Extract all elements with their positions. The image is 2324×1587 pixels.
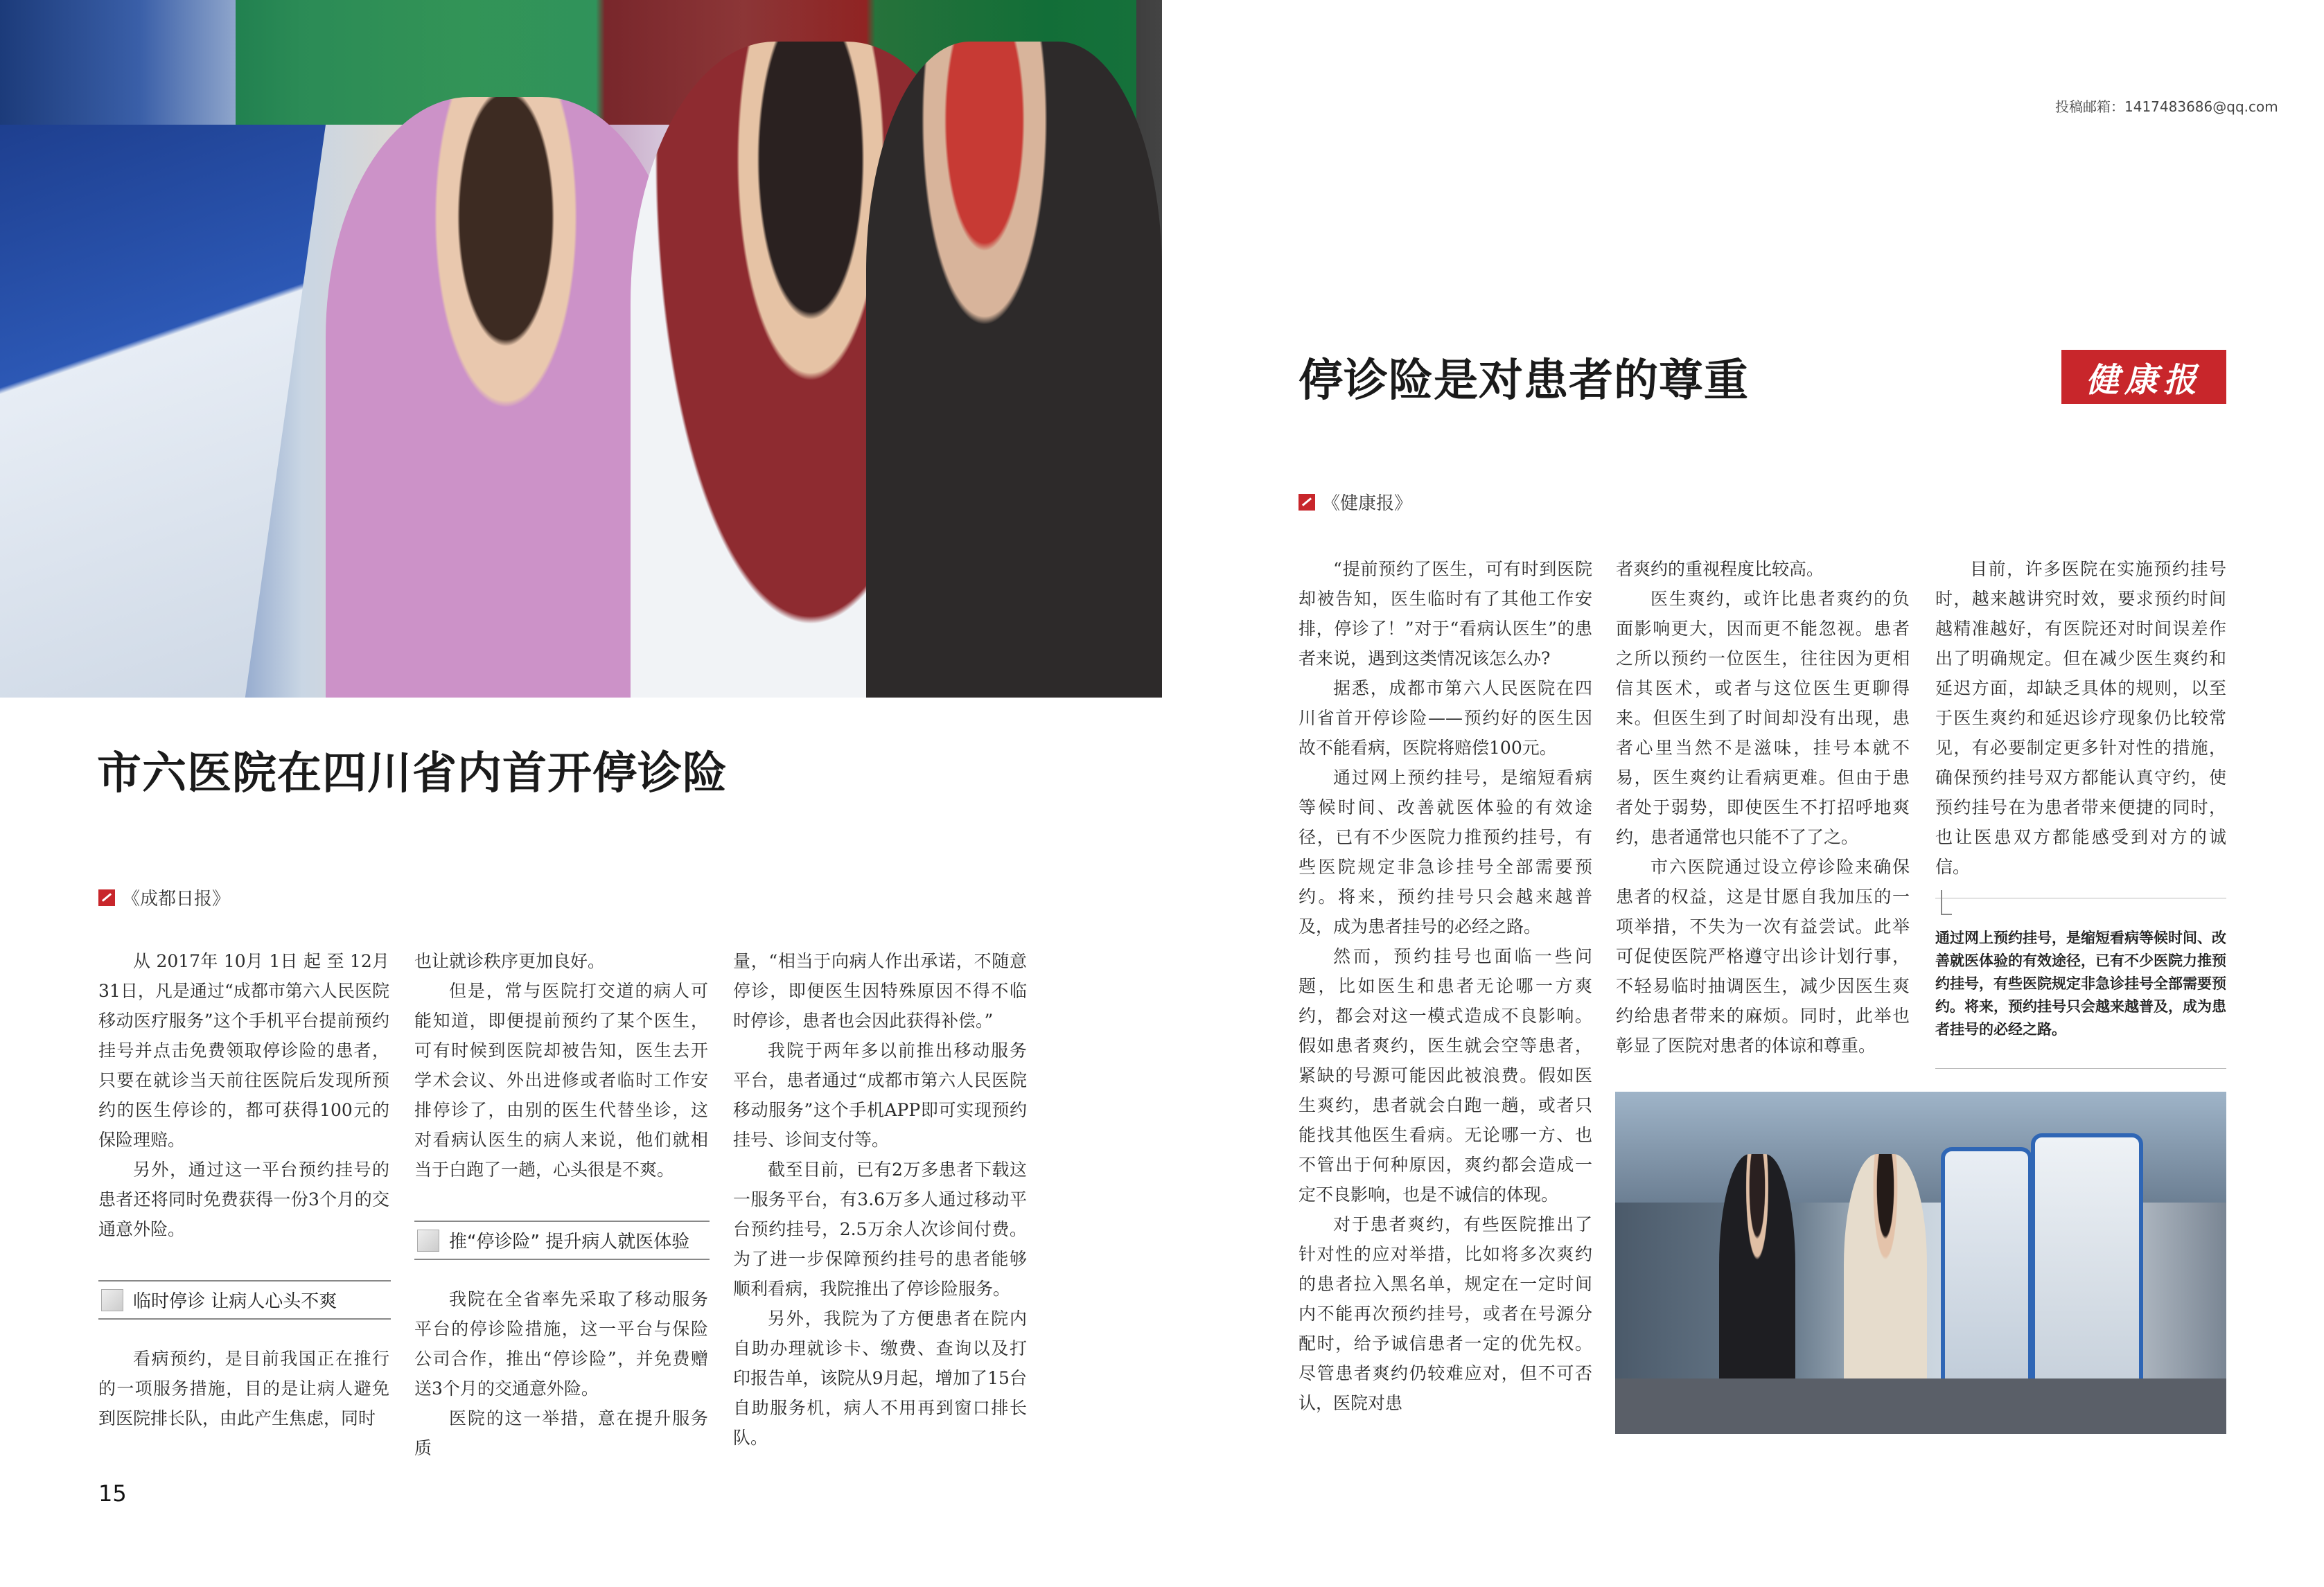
- right-article-source: [1299, 489, 1412, 515]
- paragraph: 我院于两年多以前推出移动服务平台，患者通过“成都市第六人民医院移动服务”这个手机APP即可实现预约挂号、诊间支付等。: [733, 1040, 1027, 1150]
- right-column-2: [1616, 554, 1910, 1061]
- paragraph: 截至目前，已有2万多患者下载这一服务平台，有3.6万多人通过移动平台预约挂号，2.5万余人次诊间付费。为了进一步保障预约挂号的患者能够顺利看病，我院推出了停诊险服务。: [733, 1160, 1027, 1299]
- left-column-1: [98, 946, 389, 1244]
- self-service-machines-photo: [1615, 1092, 2226, 1434]
- pen-icon: [1299, 494, 1315, 511]
- paragraph: 者爽约的重视程度比较高。: [1616, 559, 1824, 579]
- right-article-title: 停诊险是对患者的尊重: [1299, 355, 1749, 407]
- paragraph: 医院的这一举措，意在提升服务质: [414, 1408, 708, 1458]
- paragraph: 但是，常与医院打交道的病人可能知道，即便提前预约了某个医生，可有时候到医院却被告知，医生去开学术会议、外出进修或者临时工作安排停诊了，由别的医生代替坐诊，这对看病认医生的病人来说，他们就相当于白跑了一趟，心头很是不爽。: [414, 981, 708, 1180]
- left-column-1b: [98, 1344, 389, 1433]
- self-service-kiosk: [0, 125, 326, 698]
- left-column-3: [733, 946, 1027, 1453]
- paragraph: 医生爽约，或许比患者爽约的负面影响更大，因而更不能忽视。患者之所以预约一位医生，往往因为更相信其医术，或者与这位医生更聊得来。但医生到了时间却没有出现，患者心里当然不是滋味，挂号本就不易，医生爽约让看病更难。但由于患者处于弱势，即使医生不打招呼地爽约，患者通常也只能不了了之。: [1616, 589, 1910, 847]
- paragraph: 目前，许多医院在实施预约挂号时，越来越讲究时效，要求预约时间越精准越好，有医院还对时间误差作出了明确规定。但在减少医生爽约和延迟方面，却缺乏具体的规则，以至于医生爽约和延迟诊疗现象仍比较常见，有必要制定更多针对性的措施，确保预约挂号双方都能认真守约，使预约挂号在为患者带来便捷的同时，也让医患双方都能感受到对方的诚信。: [1935, 559, 2226, 877]
- source-label: 《成都日报》: [122, 889, 231, 910]
- hospital-kiosk-photo: [0, 0, 1162, 698]
- left-article-source: [98, 885, 230, 910]
- paragraph: 看病预约，是目前我国正在推行的一项服务措施，目的是让病人避免到医院排长队，由此产生焦虑，同时: [98, 1349, 389, 1428]
- subheading-temporary-closure: [98, 1280, 391, 1320]
- floor: [1615, 1378, 2226, 1434]
- paragraph: 市六医院通过设立停诊险来确保患者的权益，这是甘愿自我加压的一项举措，不失为一次有益尝试。此举可促使医院严格遵守出诊计划行事，不轻易临时抽调医生，减少因医生爽约给患者带来的麻烦。同时，此举也彰显了医院对患者的体谅和尊重。: [1616, 857, 1910, 1056]
- paragraph: 也让就诊秩序更加良好。: [414, 951, 606, 971]
- paragraph: 量，“相当于向病人作出承诺，不随意停诊，即便医生因特殊原因不得不临时停诊，患者也会因此获得补偿。”: [733, 951, 1027, 1031]
- page-number: 15: [98, 1480, 127, 1507]
- source-label: 《健康报》: [1322, 493, 1413, 514]
- subheading-introduce-insurance: [414, 1221, 710, 1260]
- left-column-2b: [414, 1284, 708, 1463]
- decorative-icon: [101, 1289, 123, 1311]
- paragraph: 我院在全省率先采取了移动服务平台的停诊险措施，这一平台与保险公司合作，推出“停诊险”，并免费赠送3个月的交通意外险。: [414, 1289, 708, 1399]
- pull-quote: [1935, 898, 2226, 1069]
- paragraph: 然而，预约挂号也面临一些问题，比如医生和患者无论哪一方爽约，都会对这一模式造成不良影响。假如患者爽约，医生就会空等患者，紧缺的号源可能因此被浪费。假如医生爽约，患者就会白跑一趟，或者只能找其他医生看病。无论哪一方、也不管出于何种原因，爽约都会造成一定不良影响，也是不诚信的体现。: [1299, 946, 1592, 1205]
- paragraph: 另外，我院为了方便患者在院内自助办理就诊卡、缴费、查询以及打印报告单，该院从9月起，增加了15台自助服务机，病人不用再到窗口排长队。: [733, 1309, 1027, 1448]
- paragraph: 从 2017年 10月 1日 起 至 12月 31日，凡是通过“成都市第六人民医院移动医疗服务”这个手机平台提前预约挂号并点击免费领取停诊险的患者，只要在就诊当天前往医院后发现所预约的医生停诊的，都可获得100元的保险理赔。: [98, 951, 389, 1150]
- paragraph: 通过网上预约挂号，是缩短看病等候时间、改善就医体验的有效途径，已有不少医院力推预约挂号，有些医院规定非急诊挂号全部需要预约。将来，预约挂号只会越来越普及，成为患者挂号的必经之路。: [1299, 768, 1592, 937]
- right-column-1: [1299, 554, 1592, 1418]
- submission-email: 投稿邮箱：1417483686@qq.com: [2055, 98, 2278, 115]
- pull-quote-text: 通过网上预约挂号，是缩短看病等候时间、改善就医体验的有效途径，已有不少医院力推预约挂号，有些医院规定非急诊挂号全部需要预约。将来，预约挂号只会越来越普及，成为患者挂号的必经之路。: [1935, 929, 2226, 1038]
- paragraph: 据悉，成都市第六人民医院在四川省首开停诊险——预约好的医生因故不能看病，医院将赔偿100元。: [1299, 678, 1592, 758]
- paragraph: 对于患者爽约，有些医院推出了针对性的应对举措，比如将多次爽约的患者拉入黑名单，规定在一定时间内不能再次预约挂号，或者在号源分配时，给予诚信患者一定的优先权。尽管患者爽约仍较难应对，但不可否认，医院对患: [1299, 1214, 1592, 1413]
- health-news-logo: 健康报: [2061, 350, 2226, 404]
- quote-marker-icon: [1941, 890, 1952, 915]
- pen-icon: [98, 889, 115, 906]
- left-article-title: 市六医院在四川省内首开停诊险: [97, 748, 728, 799]
- paragraph: 另外，通过这一平台预约挂号的患者还将同时免费获得一份3个月的交通意外险。: [98, 1160, 389, 1239]
- subheading-label: 临时停诊 让病人心头不爽: [133, 1291, 337, 1312]
- decorative-icon: [417, 1230, 439, 1252]
- right-column-3: [1935, 554, 2226, 882]
- patient-figure: [866, 42, 1162, 698]
- paragraph: “提前预约了医生，可有时到医院却被告知，医生临时有了其他工作安排，停诊了！”对于“看病认医生”的患者来说，遇到这类情况该怎么办?: [1299, 559, 1592, 668]
- subheading-label: 推“停诊险” 提升病人就医体验: [449, 1232, 690, 1252]
- left-column-2: [414, 946, 708, 1185]
